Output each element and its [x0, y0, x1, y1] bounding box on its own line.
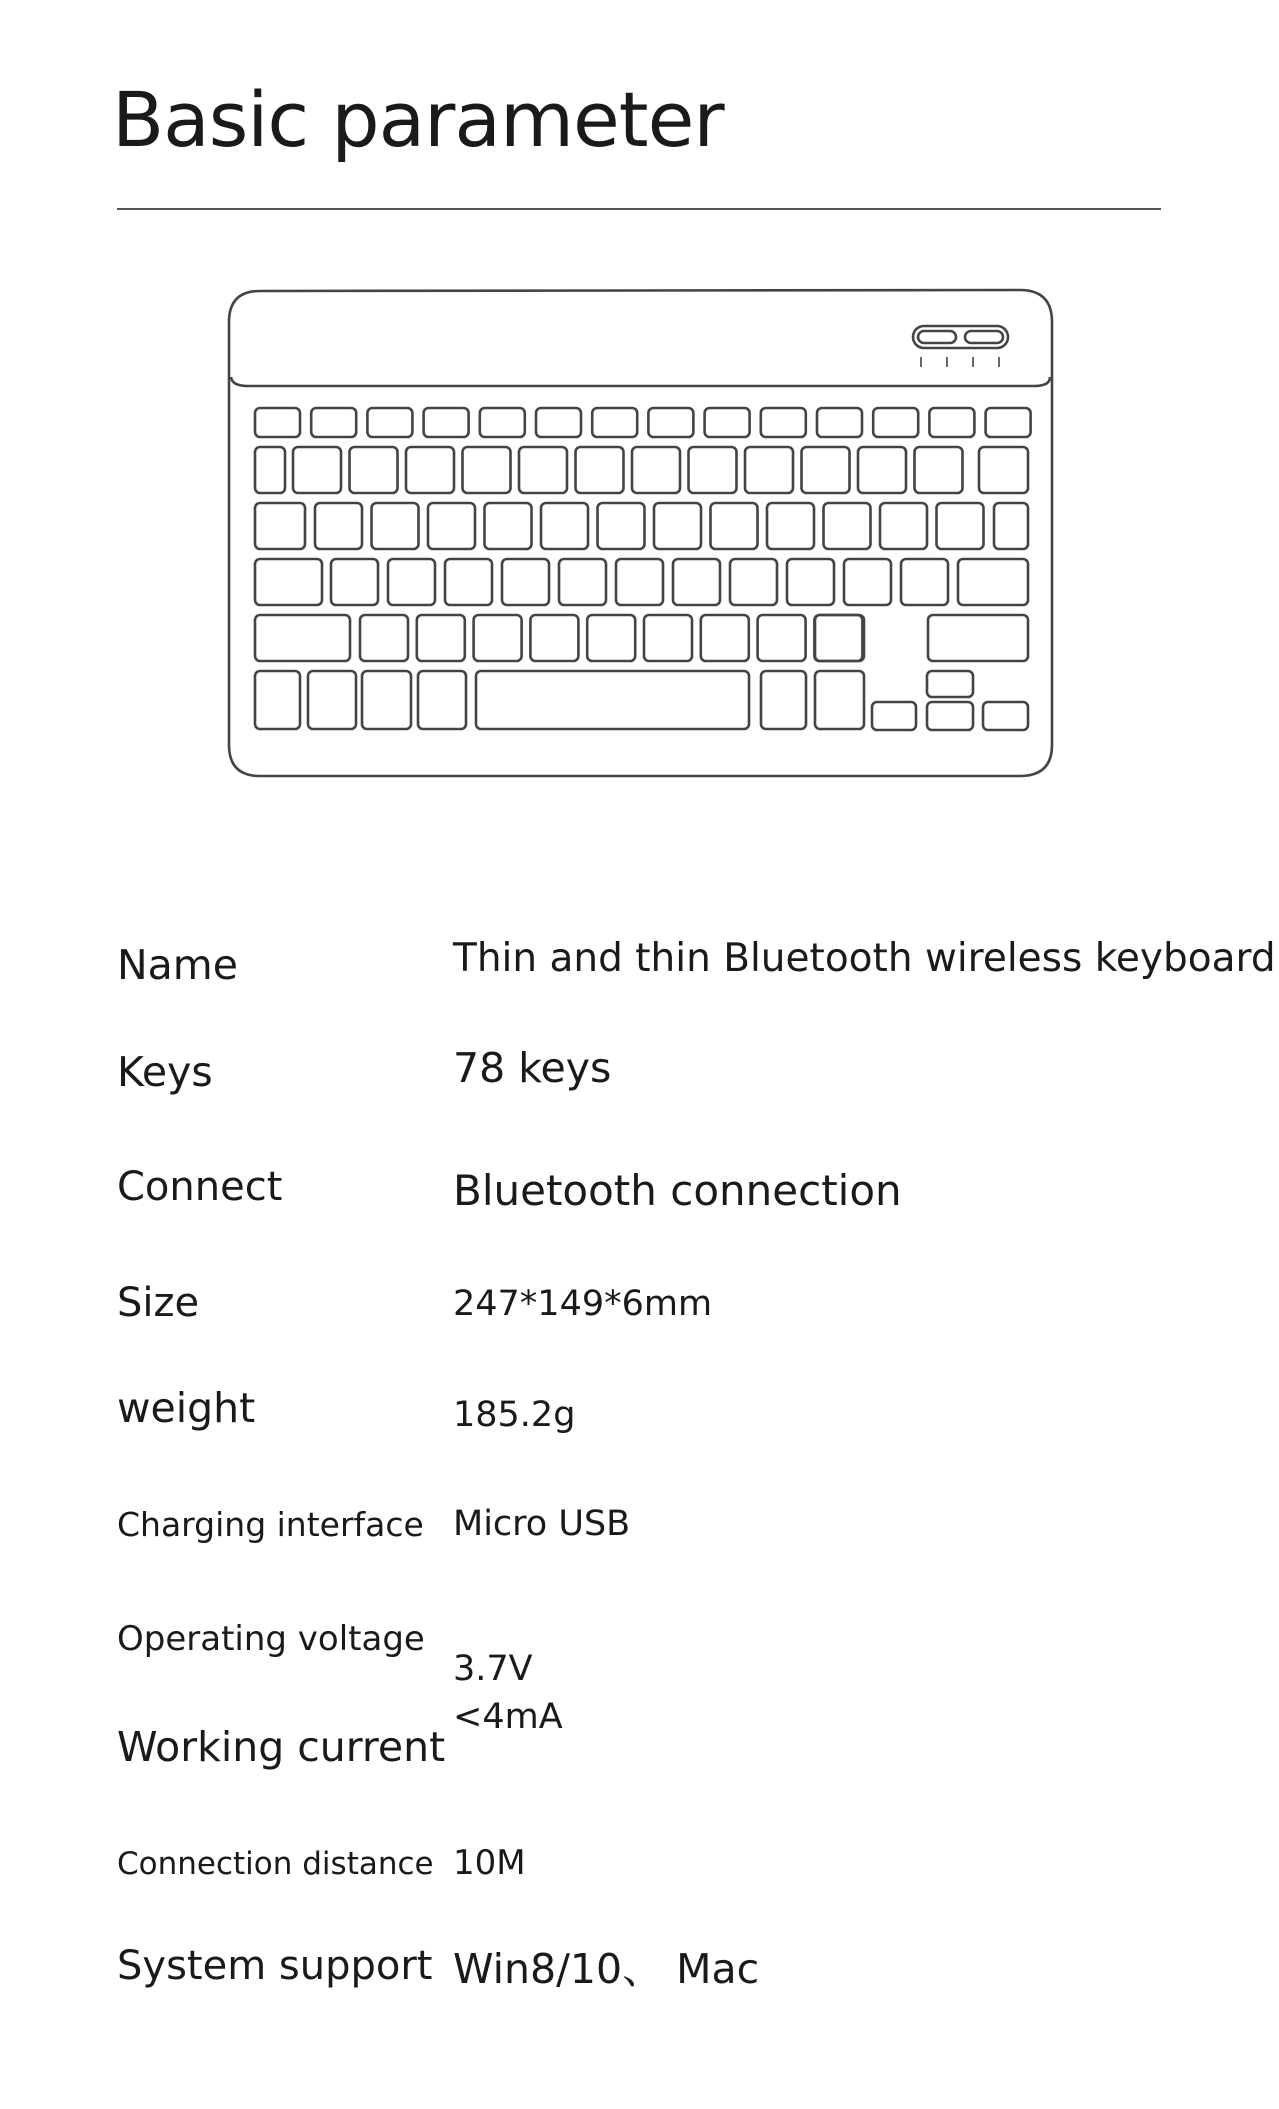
spec-value-system: Win8/10、 Mac	[453, 1945, 760, 1993]
spec-label-connect: Connect	[117, 1164, 283, 1210]
keycap	[730, 559, 777, 605]
keycap	[445, 559, 492, 605]
keycap	[815, 671, 864, 729]
keycap	[463, 447, 511, 493]
keycap	[927, 702, 973, 730]
power-slider-knob-right	[965, 331, 1003, 343]
keycap	[255, 408, 300, 437]
keycap	[311, 408, 356, 437]
keyboard-top-edge	[231, 377, 1050, 386]
keycap	[530, 615, 578, 661]
keycap	[474, 615, 522, 661]
spec-value-size: 247*149*6mm	[453, 1284, 713, 1324]
keycap	[417, 615, 465, 661]
keycap	[928, 615, 1028, 661]
spec-label-current: Working current	[117, 1723, 446, 1771]
keycap	[350, 447, 398, 493]
spec-value-charging: Micro USB	[453, 1504, 631, 1544]
indicator-lights	[921, 357, 999, 367]
keycap	[858, 447, 906, 493]
keycap	[519, 447, 567, 493]
keycap	[372, 503, 419, 549]
keycap	[787, 559, 834, 605]
keycap	[701, 615, 749, 661]
keycap	[844, 559, 891, 605]
spec-value-distance: 10M	[453, 1843, 526, 1883]
keycap	[711, 503, 758, 549]
keycap	[983, 702, 1028, 730]
keycap	[758, 615, 806, 661]
keycap	[767, 503, 814, 549]
keycap	[705, 408, 750, 437]
keycap	[308, 671, 356, 729]
keycap	[362, 671, 411, 729]
spec-value-voltage: 3.7V	[453, 1649, 533, 1689]
keycap	[576, 447, 624, 493]
keycap	[979, 447, 1028, 493]
keycap	[937, 503, 984, 549]
keycap	[541, 503, 588, 549]
keycap	[761, 408, 806, 437]
spec-value-current: <4mA	[453, 1697, 563, 1737]
spec-label-system: System support	[117, 1943, 433, 1989]
keycap	[428, 503, 475, 549]
keycap	[927, 671, 973, 697]
spec-value-name: Thin and thin Bluetooth wireless keyboard	[453, 936, 1276, 981]
power-slider-outline	[913, 326, 1008, 348]
keycap	[367, 408, 412, 437]
keycap	[958, 559, 1028, 605]
keycap	[598, 503, 645, 549]
keycap	[424, 408, 469, 437]
spec-value-connect: Bluetooth connection	[453, 1166, 902, 1215]
page-title: Basic parameter	[112, 75, 724, 164]
keycap	[480, 408, 525, 437]
keycap	[331, 559, 378, 605]
keycap	[255, 559, 322, 605]
spec-label-voltage: Operating voltage	[117, 1619, 425, 1659]
keycap	[255, 615, 350, 661]
keyboard-illustration	[0, 0, 1279, 800]
keycap	[817, 408, 862, 437]
spec-value-weight: 185.2g	[453, 1395, 576, 1435]
keycap	[872, 702, 916, 730]
keycap	[689, 447, 737, 493]
keycap	[648, 408, 693, 437]
keycap	[929, 408, 974, 437]
keycap	[673, 559, 720, 605]
keycap	[814, 615, 862, 661]
keycap	[587, 615, 635, 661]
keycap	[632, 447, 680, 493]
keycap	[654, 503, 701, 549]
keycap	[873, 408, 918, 437]
spec-label-weight: weight	[117, 1384, 256, 1432]
keycap	[485, 503, 532, 549]
keycap	[293, 447, 341, 493]
keycap	[915, 447, 963, 493]
keycap	[559, 559, 606, 605]
power-slider-knob-left	[918, 331, 956, 343]
keycap	[616, 559, 663, 605]
keycap	[536, 408, 581, 437]
spec-label-size: Size	[117, 1280, 200, 1326]
keycap	[360, 615, 408, 661]
keycap	[255, 503, 305, 549]
keycap	[406, 447, 454, 493]
keycap	[745, 447, 793, 493]
keycap	[502, 559, 549, 605]
keycap	[815, 615, 864, 661]
keycap	[901, 559, 948, 605]
keycap	[315, 503, 362, 549]
spec-value-keys: 78 keys	[453, 1044, 612, 1092]
spec-label-keys: Keys	[117, 1048, 213, 1096]
keycap	[644, 615, 692, 661]
keycap	[255, 447, 285, 493]
keycap	[476, 671, 749, 729]
spec-label-charging: Charging interface	[117, 1505, 424, 1544]
keycap	[255, 671, 300, 729]
keycap	[592, 408, 637, 437]
keycap	[761, 671, 806, 729]
keycap	[880, 503, 927, 549]
keycap	[986, 408, 1031, 437]
keycap	[418, 671, 466, 729]
keycap	[802, 447, 850, 493]
spec-label-distance: Connection distance	[117, 1846, 434, 1882]
keycap	[994, 503, 1028, 549]
keycap	[388, 559, 435, 605]
keycap	[824, 503, 871, 549]
spec-label-name: Name	[117, 941, 238, 989]
